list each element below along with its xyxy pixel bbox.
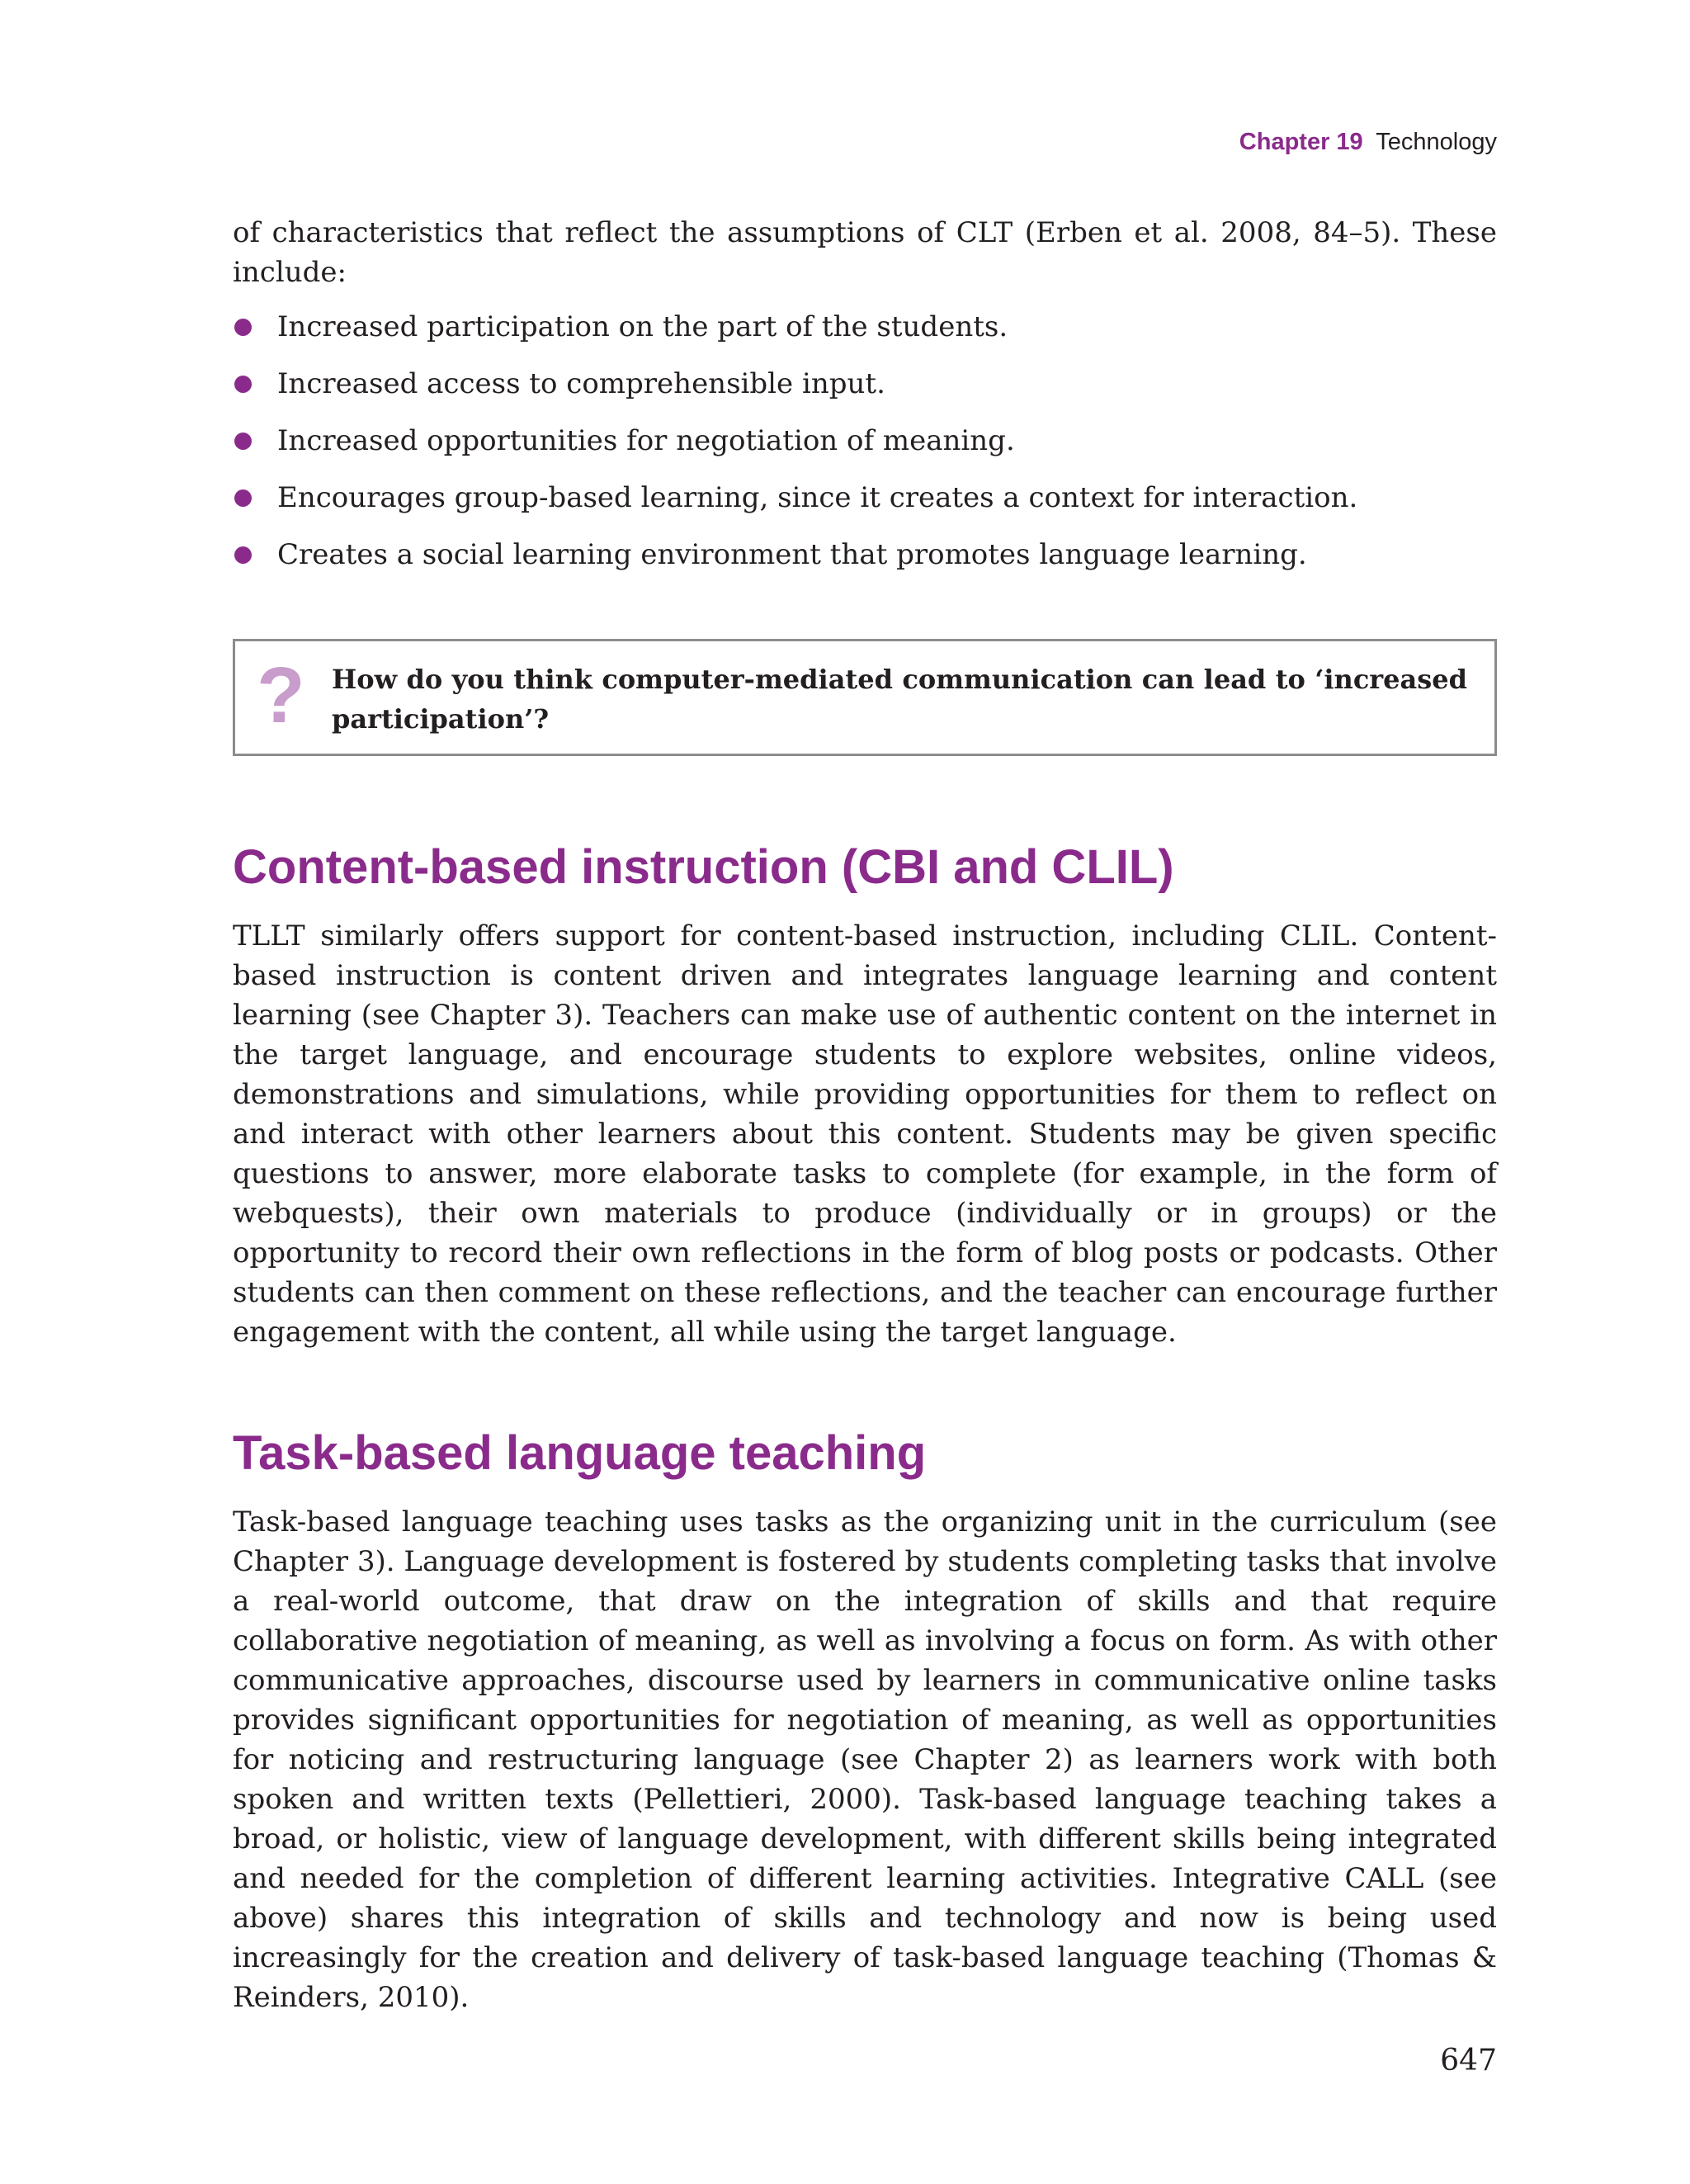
- reflection-question-box: [233, 639, 1497, 756]
- running-head: [1239, 129, 1497, 156]
- page-number: 647: [1440, 2044, 1497, 2078]
- list-item: [233, 478, 1497, 535]
- list-item-text: Creates a social learning environment that promotes language learning.: [277, 538, 1307, 571]
- bullet-icon: [234, 376, 252, 393]
- bullet-icon: [234, 489, 252, 507]
- list-item: [233, 307, 1497, 364]
- list-item-text: Encourages group-based learning, since it creates a context for interaction.: [277, 481, 1358, 514]
- list-item: [233, 364, 1497, 421]
- running-head-title: Technology: [1376, 129, 1497, 155]
- list-item-text: Increased opportunities for negotiation of meaning.: [277, 424, 1015, 457]
- section-paragraph-tblt: Task-based language teaching uses tasks as the organizing unit in the curriculum (see Chapter 3). Language development is fostered by students completing tasks that involve a real-world outcome, that draw on the integration of skills and that require collaborative negotiation of meaning, as well as involving a focus on form. As with other communicative approaches, discourse used by learners in communicative online tasks provides significant opportunities for negotiation of meaning, as well as opportunities for noticing and restructuring language (see Chapter 2) as learners work with both spoken and written texts (Pellettieri, 2000). Task-based language teaching takes a broad, or holistic, view of language development, with different skills being integrated and needed for the completion of different learning activities. Integrative CALL (see above) shares this integration of skills and technology and now is being used increasingly for the creation and delivery of task-based language teaching (Thomas & Reinders, 2010).: [233, 1506, 1497, 2014]
- list-item-text: Increased participation on the part of the students.: [277, 310, 1008, 343]
- list-item-text: Increased access to comprehensible input.: [277, 367, 885, 400]
- bullet-list: [233, 307, 1497, 592]
- section-paragraph-cbi: TLLT similarly offers support for content-based instruction, including CLIL. Content-based instruction is content driven and integrates language learning and content learning (see Chapter 3). Teachers can make use of authentic content on the internet in the target language, and encourage students to explore websites, online videos, demonstrations and simulations, while providing opportunities for them to reflect on and interact with other learners about this content. Students may be given specific questions to answer, more elaborate tasks to complete (for example, in the form of webquests), their own materials to produce (individually or in groups) or the opportunity to record their own reflections in the form of blog posts or podcasts. Other students can then comment on these reflections, and the teacher can encourage further engagement with the content, all while using the target language.: [233, 919, 1497, 1349]
- bullet-icon: [234, 319, 252, 336]
- intro-paragraph: of characteristics that reflect the assumptions of CLT (Erben et al. 2008, 84–5). These include:: [233, 216, 1497, 289]
- bullet-icon: [234, 433, 252, 450]
- section-heading-cbi: Content-based instruction (CBI and CLIL): [233, 840, 1174, 894]
- list-item: [233, 421, 1497, 478]
- reflection-question-text: How do you think computer-mediated communication can lead to ‘increased participation’?: [332, 664, 1467, 735]
- running-head-chapter: Chapter 19: [1239, 129, 1363, 155]
- bullet-icon: [234, 546, 252, 564]
- question-mark-icon: ?: [257, 651, 305, 740]
- section-heading-tblt: Task-based language teaching: [233, 1426, 927, 1480]
- list-item: [233, 535, 1497, 592]
